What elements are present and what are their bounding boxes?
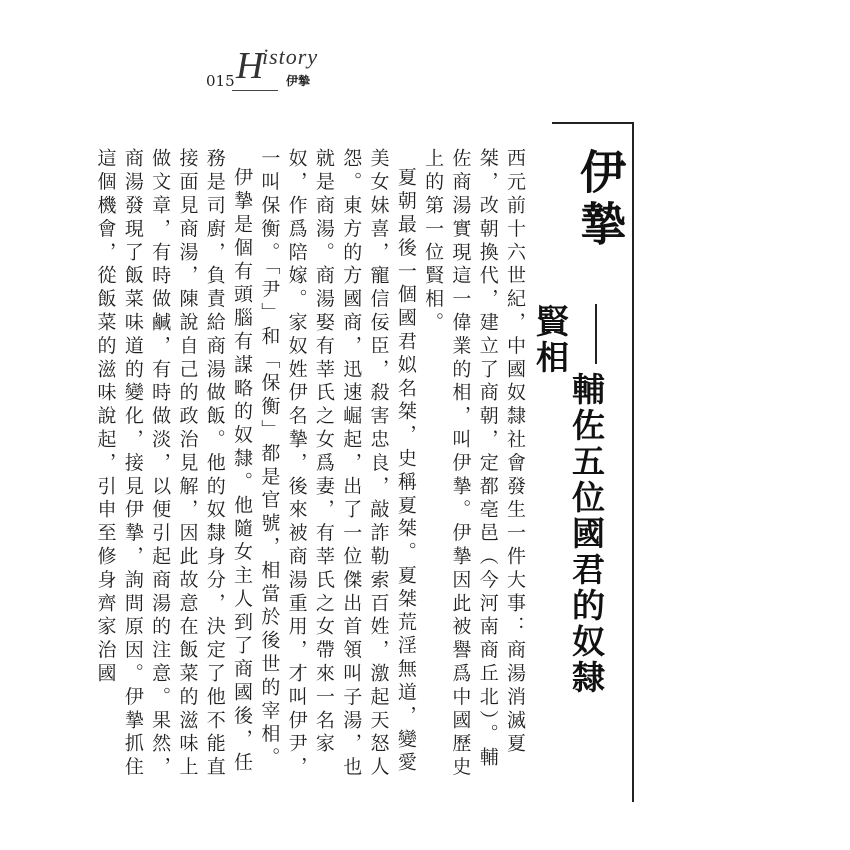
subtitle-dash (595, 304, 597, 364)
header-rule (232, 90, 278, 91)
chapter-subtitle (532, 304, 614, 724)
header-chapter-name: 伊摯 (286, 74, 311, 88)
paragraph-3: 伊摯是個有頭腦有謀略的奴隸。他隨女主人到了商國後，任務是司廚，負責給商湯做飯。他的奴隸身分，決定了他不能直接面見商湯，陳說自己的政治見解，因此故意在飯菜的滋味上做文章，有時做鹹，有時做淡，以便引起商湯的注意。果然，商湯發現了飯菜味道的變化，接見伊摯，詢問原因。伊摯抓住這個機會，從飯菜的滋味說起，引申至修身齊家治國 (94, 148, 254, 780)
page-number: 015 (206, 72, 235, 90)
chapter-title: 伊摯 (573, 148, 627, 252)
chapter-title-box (531, 122, 634, 802)
title-frame-right-rule (632, 122, 634, 802)
page-header (206, 42, 376, 92)
chapter-subtitle-text: 輔佐五位國君的奴隸賢相 (531, 304, 606, 696)
title-frame-top-rule (552, 122, 634, 124)
history-logo-initial: H (236, 45, 264, 87)
body-text (94, 148, 528, 788)
paragraph-2: 夏朝最後一個國君姒名桀，史稱夏桀。夏桀荒淫無道，變愛美女妹喜，寵信佞臣，殺害忠良，敲詐勒索百姓，激起天怒人怨。東方的方國商，迅速崛起，出了一位傑出首領叫子湯，也就是商湯。商湯娶有莘氏之女爲妻，有莘氏之女帶來一名家奴，作爲陪嫁。家奴姓伊名摯，後來被商湯重用，才叫伊尹，一叫保衡。「尹」和「保衡」都是官號，相當於後世的宰相。 (258, 148, 417, 780)
paragraph-1: 西元前十六世紀，中國奴隸社會發生一件大事：商湯消滅夏桀，改朝換代，建立了商朝，定都亳邑（今河南商丘北）。輔佐商湯實現這一偉業的相，叫伊摯。伊摯因此被譽爲中國歷史上的第一位賢相。 (422, 148, 526, 780)
chapter-subtitle-column (530, 304, 606, 724)
history-logo-text: istory (262, 44, 319, 69)
